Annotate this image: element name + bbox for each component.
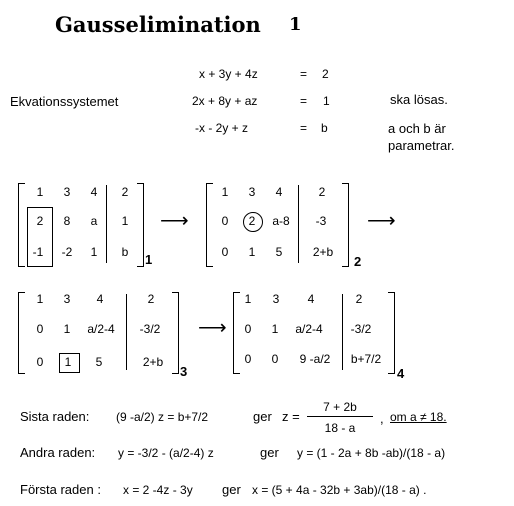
matrix-4-right-bracket — [388, 292, 395, 374]
matrix-cell: 1 — [244, 292, 252, 306]
matrix-cell: a/2-4 — [295, 322, 323, 336]
matrix-cell: 2 — [147, 292, 155, 306]
matrix-cell: -3/2 — [350, 322, 372, 336]
first-row-label: Första raden : — [20, 482, 101, 497]
middle-row-equation: y = -3/2 - (a/2-4) z — [118, 446, 214, 460]
system-label: Ekvationssystemet — [10, 94, 119, 109]
matrix-3-label: 3 — [180, 364, 188, 379]
matrix-cell: 2 — [121, 185, 129, 199]
matrix-cell: 3 — [272, 292, 280, 306]
matrix-2-right-bracket — [342, 183, 349, 267]
note-params-line1: a och b är — [388, 121, 446, 136]
matrix-cell: 0 — [221, 245, 229, 259]
matrix-cell: 2+b — [142, 355, 164, 369]
matrix-cell: 5 — [275, 245, 283, 259]
middle-row-ger: ger — [260, 445, 279, 460]
matrix-cell: -1 — [32, 245, 44, 259]
note-solve: ska lösas. — [390, 92, 448, 107]
last-row-condition: om a ≠ 18. — [390, 410, 447, 424]
matrix-cell: b — [121, 245, 129, 259]
last-row-z: z = — [282, 409, 300, 424]
matrix-cell: 5 — [95, 355, 103, 369]
middle-row-label: Andra raden: — [20, 445, 96, 460]
equation-2-lhs: 2x + 8y + az — [192, 94, 258, 108]
matrix-cell: 4 — [307, 292, 315, 306]
matrix-cell: 0 — [244, 322, 252, 336]
matrix-1-label: 1 — [145, 252, 153, 267]
equation-3-lhs: -x - 2y + z — [195, 121, 249, 135]
first-row-equation: x = 2 -4z - 3y — [123, 483, 193, 497]
matrix-cell: 4 — [275, 185, 283, 199]
last-row-equation: (9 -a/2) z = b+7/2 — [116, 410, 209, 424]
matrix-cell: 9 -a/2 — [299, 352, 331, 366]
matrix-cell: -3 — [315, 214, 327, 228]
matrix-cell: 1 — [63, 322, 71, 336]
title-number: 1 — [289, 14, 302, 35]
equation-1-lhs: x + 3y + 4z — [199, 67, 258, 81]
matrix-cell: 1 — [90, 245, 98, 259]
fraction-numerator: 7 + 2b — [323, 400, 357, 414]
matrix-cell: -2 — [61, 245, 73, 259]
matrix-cell: 1 — [271, 322, 279, 336]
matrix-cell: 0 — [36, 322, 44, 336]
matrix-cell: 2+b — [312, 245, 334, 259]
matrix-cell: 0 — [36, 355, 44, 369]
matrix-cell: 2 — [355, 292, 363, 306]
matrix-cell: b+7/2 — [350, 352, 382, 366]
matrix-2-label: 2 — [354, 254, 362, 269]
matrix-cell: 3 — [63, 185, 71, 199]
fraction-denominator: 18 - a — [324, 421, 356, 435]
last-row-comma: , — [380, 411, 384, 426]
matrix-cell: 1 — [121, 214, 129, 228]
matrix-cell: a — [90, 214, 98, 228]
matrix-cell: 4 — [90, 185, 98, 199]
note-params-line2: parametrar. — [388, 138, 455, 153]
matrix-cell: 2 — [248, 214, 256, 228]
equation-1-rhs: 2 — [322, 67, 329, 81]
equation-2-eq: = — [300, 94, 308, 108]
matrix-3-augment-bar — [126, 294, 127, 370]
matrix-cell: 1 — [36, 292, 44, 306]
matrix-cell: 2 — [36, 214, 44, 228]
matrix-cell: 0 — [244, 352, 252, 366]
matrix-cell: 1 — [248, 245, 256, 259]
matrix-cell: 8 — [63, 214, 71, 228]
matrix-3-right-bracket — [172, 292, 179, 374]
middle-row-result: y = (1 - 2a + 8b -ab)/(18 - a) — [297, 446, 446, 460]
matrix-cell: 1 — [64, 355, 72, 369]
equation-2-rhs: 1 — [323, 94, 330, 108]
last-row-ger: ger — [253, 409, 272, 424]
matrix-cell: a/2-4 — [87, 322, 115, 336]
last-row-label: Sista raden: — [20, 409, 90, 424]
first-row-result: x = (5 + 4a - 32b + 3ab)/(18 - a) . — [252, 483, 427, 497]
matrix-cell: 3 — [248, 185, 256, 199]
first-row-ger: ger — [222, 482, 241, 497]
matrix-4-label: 4 — [397, 366, 405, 381]
matrix-cell: -3/2 — [139, 322, 161, 336]
right-arrow-icon: ⟶ — [160, 210, 189, 232]
matrix-cell: 1 — [36, 185, 44, 199]
matrix-cell: 2 — [318, 185, 326, 199]
matrix-cell: 1 — [221, 185, 229, 199]
equation-1-eq: = — [300, 67, 308, 81]
right-arrow-icon: ⟶ — [198, 317, 227, 339]
matrix-cell: 3 — [63, 292, 71, 306]
equation-3-eq: = — [300, 121, 308, 135]
fraction-bar — [307, 416, 373, 417]
matrix-cell: 4 — [96, 292, 104, 306]
matrix-cell: a-8 — [272, 214, 290, 228]
matrix-cell: 0 — [271, 352, 279, 366]
equation-3-rhs: b — [321, 121, 328, 135]
right-arrow-icon: ⟶ — [367, 210, 396, 232]
matrix-cell: 0 — [221, 214, 229, 228]
page-title: Gausselimination — [55, 12, 261, 37]
